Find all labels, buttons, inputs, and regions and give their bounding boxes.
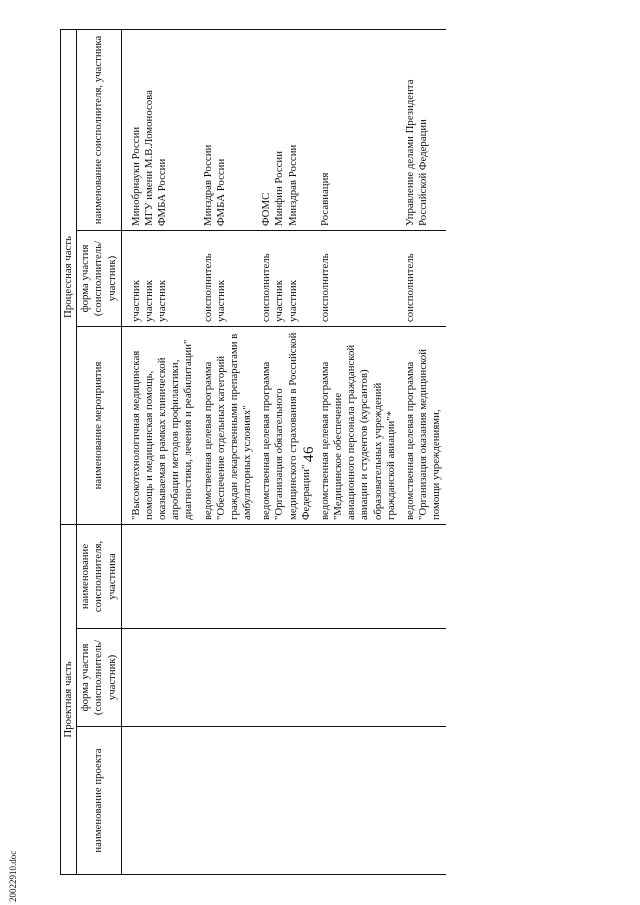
process-participant-cell: [401, 29, 447, 230]
participant-line: МГУ имени М.В.Ломоносова: [142, 90, 155, 226]
column-header-project-form: форма участия (соисполнитель/ участник): [77, 629, 122, 727]
process-form-cell: [401, 230, 447, 326]
participant-line: ФОМС: [260, 192, 273, 226]
process-form-cell: [199, 230, 258, 326]
project-participant-cell: [121, 524, 198, 628]
project-form-cell: [121, 629, 198, 727]
event-name-cell: ведомственная целевая программа "Обеспечение отдельных категорий граждан лекарственными препаратами в амбулаторных условиях": [199, 326, 258, 524]
form-line: участник: [286, 280, 299, 322]
participant-line: Минздрав России: [201, 144, 214, 226]
form-line: участник: [273, 280, 286, 322]
process-form-cell: [121, 230, 198, 326]
project-name-cell: [121, 727, 198, 875]
participant-line: ФМБА России: [156, 158, 169, 226]
table-row: [316, 29, 401, 874]
project-name-cell: [401, 727, 447, 875]
column-header-event-name: наименование мероприятия: [77, 326, 122, 524]
process-participant-cell: [257, 29, 316, 230]
project-name-cell: [199, 727, 258, 875]
participant-line: Управление делами Президента Российской Федерации: [403, 79, 430, 226]
form-line: соисполнитель: [403, 253, 416, 322]
column-header-process-form: форма участия (соисполнитель/ участник): [77, 230, 122, 326]
form-line: участник: [142, 280, 155, 322]
column-header-process-participant: наименование соисполнителя, участника: [77, 29, 122, 230]
process-participant-cell: [199, 29, 258, 230]
participant-line: Минобрнауки России: [129, 126, 142, 226]
project-name-cell: [257, 727, 316, 875]
project-participant-cell: [316, 524, 401, 628]
project-part-header: Проектная часть: [61, 524, 77, 874]
event-name-cell: ведомственная целевая программа "Медицинское обеспечение авиационного персонала гражданской авиации и студентов (курсантов) образовательных учреждений гражданской авиации"*: [316, 326, 401, 524]
project-participant-cell: [199, 524, 258, 628]
project-form-cell: [401, 629, 447, 727]
table-row: [199, 29, 258, 874]
event-name-cell: ведомственная целевая программа "Организация оказания медицинской помощи учреждениями,: [401, 326, 447, 524]
project-participant-cell: [257, 524, 316, 628]
participant-line: Минфин России: [273, 151, 286, 226]
process-participant-cell: [316, 29, 401, 230]
table-row: [257, 29, 316, 874]
event-name-cell: ведомственная целевая программа "Организация обязательного медицинского страхования в Российской Федерации": [257, 326, 316, 524]
form-line: соисполнитель: [201, 253, 214, 322]
column-header-project-name: наименование проекта: [77, 727, 122, 875]
project-form-cell: [199, 629, 258, 727]
participant-line: ФМБА России: [214, 158, 227, 226]
project-name-cell: [316, 727, 401, 875]
table-row: [121, 29, 198, 874]
participants-table: [60, 29, 446, 875]
column-header-project-participant: наименование соисполнителя, участника: [77, 524, 122, 628]
process-form-cell: [257, 230, 316, 326]
page-number: 46: [301, 446, 317, 462]
participant-line: Минздрав России: [286, 144, 299, 226]
document-code: 20022910.doc: [8, 850, 18, 902]
project-form-cell: [316, 629, 401, 727]
event-name-cell: "Высокотехнологичная медицинская помощь и медицинская помощь, оказываемая в рамках клинической апробации методов профилактики, диагностики, лечения и реабилитации": [121, 326, 198, 524]
form-line: соисполнитель: [260, 253, 273, 322]
rotated-table-wrapper: [60, 30, 560, 875]
project-participant-cell: [401, 524, 447, 628]
process-participant-cell: [121, 29, 198, 230]
form-line: соисполнитель: [318, 253, 331, 322]
process-form-cell: [316, 230, 401, 326]
form-line: участник: [214, 280, 227, 322]
project-form-cell: [257, 629, 316, 727]
participant-line: Росавиация: [318, 172, 331, 226]
table-row: [401, 29, 447, 874]
process-part-header: Процессная часть: [61, 29, 77, 524]
form-line: участник: [129, 280, 142, 322]
form-line: участник: [156, 280, 169, 322]
